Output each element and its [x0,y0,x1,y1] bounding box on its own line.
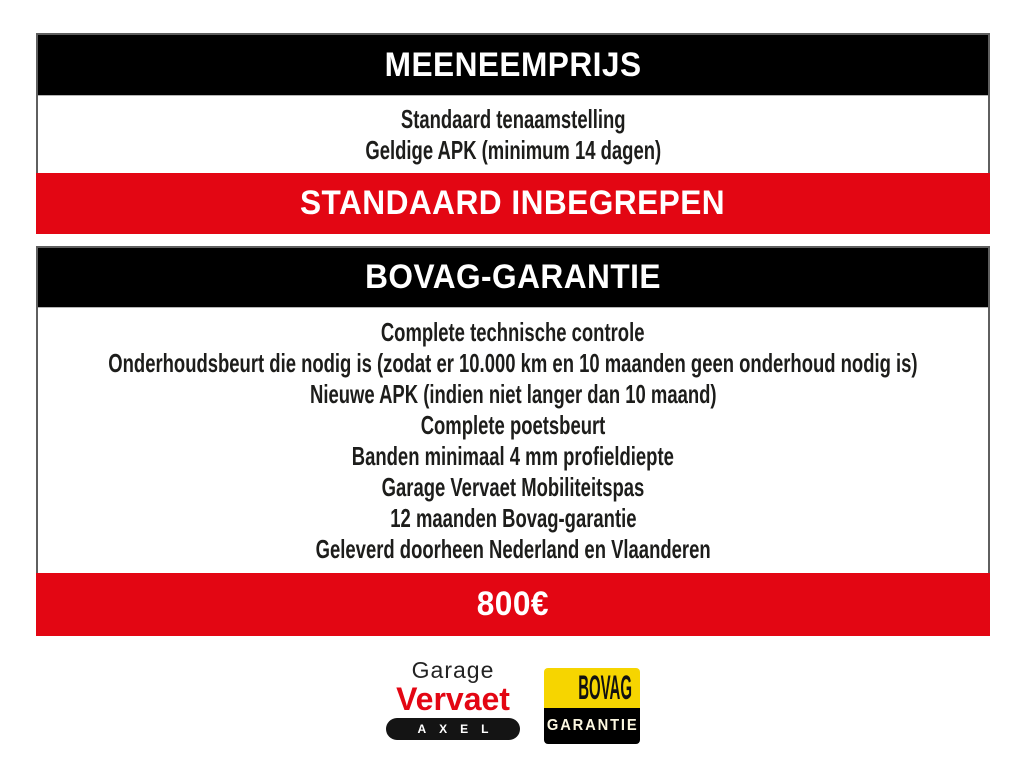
feature-line: Nieuwe APK (indien niet langer dan 10 maand) [309,378,717,409]
meeneemprijs-card-top [36,33,990,173]
standaard-inbegrepen-label: STANDAARD INBEGREPEN [300,184,726,222]
price-bar [36,573,990,636]
feature-line: Geleverd doorheen Nederland en Vlaanderen [315,533,711,564]
bovag-garantie-feature-list [38,307,988,573]
feature-line: 12 maanden Bovag-garantie [389,502,637,533]
price-value: 800€ [476,585,550,623]
feature-line: Geldige APK (minimum 14 dagen) [365,134,661,165]
bovag-garantie-label: GARANTIE [547,717,639,734]
bovag-garantie-title: BOVAG-GARANTIE [365,258,661,296]
bovag-garantie-logo [544,668,640,744]
axel-badge-label: AXEL [417,722,502,736]
feature-line: Banden minimaal 4 mm profieldiepte [351,440,675,471]
garage-vervaet-logo [386,657,520,740]
feature-line: Onderhoudsbeurt die nodig is (zodat er 10.000 km en 10 maanden geen onderhoud nodig is) [108,347,918,378]
meeneemprijs-feature-list [38,95,988,173]
feature-line: Standaard tenaamstelling [400,103,626,134]
bovag-logo-black-panel [544,708,640,744]
axel-badge [386,718,520,740]
bovag-logo-yellow-panel [544,668,640,708]
bovag-garantie-header-bar [38,248,988,307]
feature-line: Complete technische controle [381,316,645,347]
meeneemprijs-card [36,33,990,234]
standaard-inbegrepen-bar [36,173,990,234]
bovag-garantie-card [36,246,990,636]
bovag-logo-top [544,668,640,708]
bovag-brand-label: BOVAG [578,668,632,707]
feature-line: Garage Vervaet Mobiliteitspas [381,471,645,502]
meeneemprijs-header-bar [38,35,988,95]
bovag-garantie-card-top [36,246,990,573]
garage-vervaet-logo-line1: Garage [411,657,495,683]
meeneemprijs-title: MEENEEMPRIJS [384,45,642,84]
garage-vervaet-logo-line2: Vervaet [396,681,510,717]
feature-line: Complete poetsbeurt [420,409,606,440]
